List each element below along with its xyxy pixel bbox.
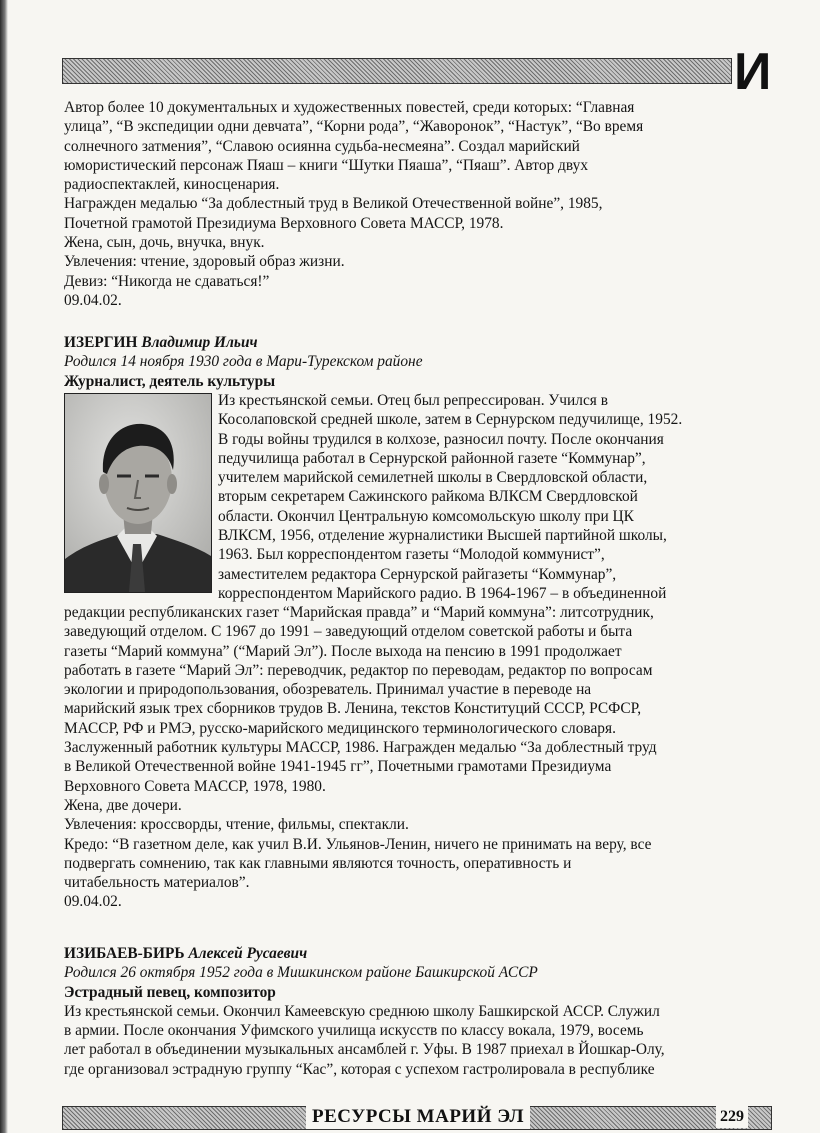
text-line: улица”, “В экспедиции одни девчата”, “Корни рода”, “Жаворонок”, “Настук”, “Во время (64, 118, 644, 136)
entry-surname: ИЗЕРГИН (64, 334, 138, 351)
text-line: газеты “Марий коммуна” (“Марий Эл”). После выхода на пенсию в 1991 продолжает (64, 642, 622, 660)
text-line: Почетной грамотой Президиума Верховного Совета МАССР, 1978. (64, 214, 504, 232)
entry-name (64, 333, 770, 352)
text-line: Увлечения: чтение, здоровый образ жизни. (64, 253, 345, 271)
text-line: Автор более 10 документальных и художественных повестей, среди которых: “Главная (64, 99, 635, 116)
entry-profession: Эстрадный певец, композитор (64, 983, 276, 1001)
text-line: учителем марийской семилетней школы в Свердловской области, (218, 469, 648, 487)
text-line: солнечного затмения”, “Славою осиянна судьба-несмеяна”. Создал марийский (64, 137, 580, 155)
text-line: корреспондентом Марийского радио. В 1964-1967 – в объединенной (218, 584, 667, 602)
entry-izergin-body-wrap (218, 391, 774, 603)
text-line: юмористический персонаж Пяаш – книги “Шутки Пяаша”, “Пяаш”. Автор двух (64, 156, 589, 174)
entry-given-name: Владимир Ильич (141, 334, 258, 351)
text-line: Кредо: “В газетном деле, как учил В.И. Ульянов-Ленин, ничего не принимать на веру, все (64, 835, 652, 853)
text-line: радиоспектаклей, киносценария. (64, 176, 280, 194)
entry-previous (64, 98, 770, 310)
text-line: вторым секретарем Сажинского райкома ВЛКСМ Свердловской (218, 488, 638, 506)
scan-edge (0, 0, 8, 1133)
footer-title: РЕСУРСЫ МАРИЙ ЭЛ (306, 1105, 530, 1129)
entry-izibaev (64, 944, 770, 1079)
text-line: В годы войны трудился в колхозе, разносил почту. После окончания (218, 430, 664, 448)
entry-izergin-body-full (64, 603, 770, 912)
text-line: Жена, две дочери. (64, 796, 182, 814)
text-line: Из крестьянской семьи. Отец был репрессирован. Учился в (218, 392, 608, 409)
entry-birth: Родился 14 ноября 1930 года в Мари-Турекском районе (64, 353, 423, 371)
text-line: работать в газете “Марий Эл”: переводчик, редактор по переводам, редактор по вопросам (64, 661, 653, 679)
text-line: 1963. Был корреспондентом газеты “Молодой коммунист”, (218, 546, 605, 564)
text-line: лет работал в объединении музыкальных ансамблей г. Уфы. В 1987 приехал в Йошкар-Олу, (64, 1041, 665, 1059)
text-line: 09.04.02. (64, 893, 122, 911)
text-line: марийский язык трех сборников трудов В. Ленина, текстов Конституций СССР, РСФСР, (64, 700, 642, 718)
entry-profession: Журналист, деятель культуры (64, 372, 276, 390)
text-line: в армии. После окончания Уфимского училища искусств по классу вокала, 1979, восемь (64, 1022, 644, 1040)
text-line: ВЛКСМ, 1956, отделение журналистики Высшей партийной школы, (218, 527, 667, 545)
text-line: читабельность материалов”. (64, 874, 250, 892)
text-line: экологии и природопользования, обозреватель. Принимал участие в переводе на (64, 681, 592, 699)
page-number: 229 (716, 1106, 748, 1128)
text-line: подвергать сомнению, так как главными являются точность, оперативность и (64, 854, 572, 872)
section-letter: И (734, 43, 772, 101)
entry-name (64, 944, 770, 963)
entry-surname: ИЗИБАЕВ-БИРЬ (64, 945, 185, 962)
text-line: Жена, сын, дочь, внучка, внук. (64, 234, 265, 252)
text-line: Заслуженный работник культуры МАССР, 1986. Награжден медалью “За доблестный труд (64, 739, 657, 757)
text-line: в Великой Отечественной войне 1941-1945 гг”, Почетными грамотами Президиума (64, 758, 612, 776)
portrait-photo (64, 393, 212, 593)
text-line: Косолаповской средней школе, затем в Сернурском педучилище, 1952. (218, 411, 683, 429)
entry-izergin-heading (64, 333, 770, 391)
text-line: области. Окончил Центральную комсомольскую школу при ЦК (218, 507, 634, 525)
text-line: заместителем редактора Сернурской райгазеты “Коммунар”, (218, 565, 617, 583)
text-line: где организовал эстрадную группу “Кас”, которая с успехом гастролировала в республике (64, 1060, 655, 1078)
text-line: редакции республиканских газет “Марийская правда” и “Марий коммуна”: литсотрудник, (64, 604, 654, 621)
text-line: Из крестьянской семьи. Окончил Камеевскую среднюю школу Башкирской АССР. Служил (64, 1002, 660, 1020)
header-bar (62, 58, 732, 84)
entry-given-name: Алексей Русаевич (188, 945, 308, 962)
text-line: заведующий отделом. С 1967 до 1991 – заведующий отделом советской работы и быта (64, 623, 633, 641)
text-line: Девиз: “Никогда не сдаваться!” (64, 272, 270, 290)
text-line: Награжден медалью “За доблестный труд в Великой Отечественной войне”, 1985, (64, 195, 603, 213)
text-line: МАССР, РФ и РМЭ, русско-марийского медицинского терминологического словаря. (64, 719, 616, 737)
text-line: Верховного Совета МАССР, 1978, 1980. (64, 777, 326, 795)
text-line: педучилища работал в Сернурской районной газете “Коммунар”, (218, 449, 646, 467)
text-line: 09.04.02. (64, 291, 122, 309)
entry-birth: Родился 26 октября 1952 года в Мишкинском районе Башкирской АССР (64, 964, 538, 982)
text-line: Увлечения: кроссворды, чтение, фильмы, спектакли. (64, 816, 409, 834)
